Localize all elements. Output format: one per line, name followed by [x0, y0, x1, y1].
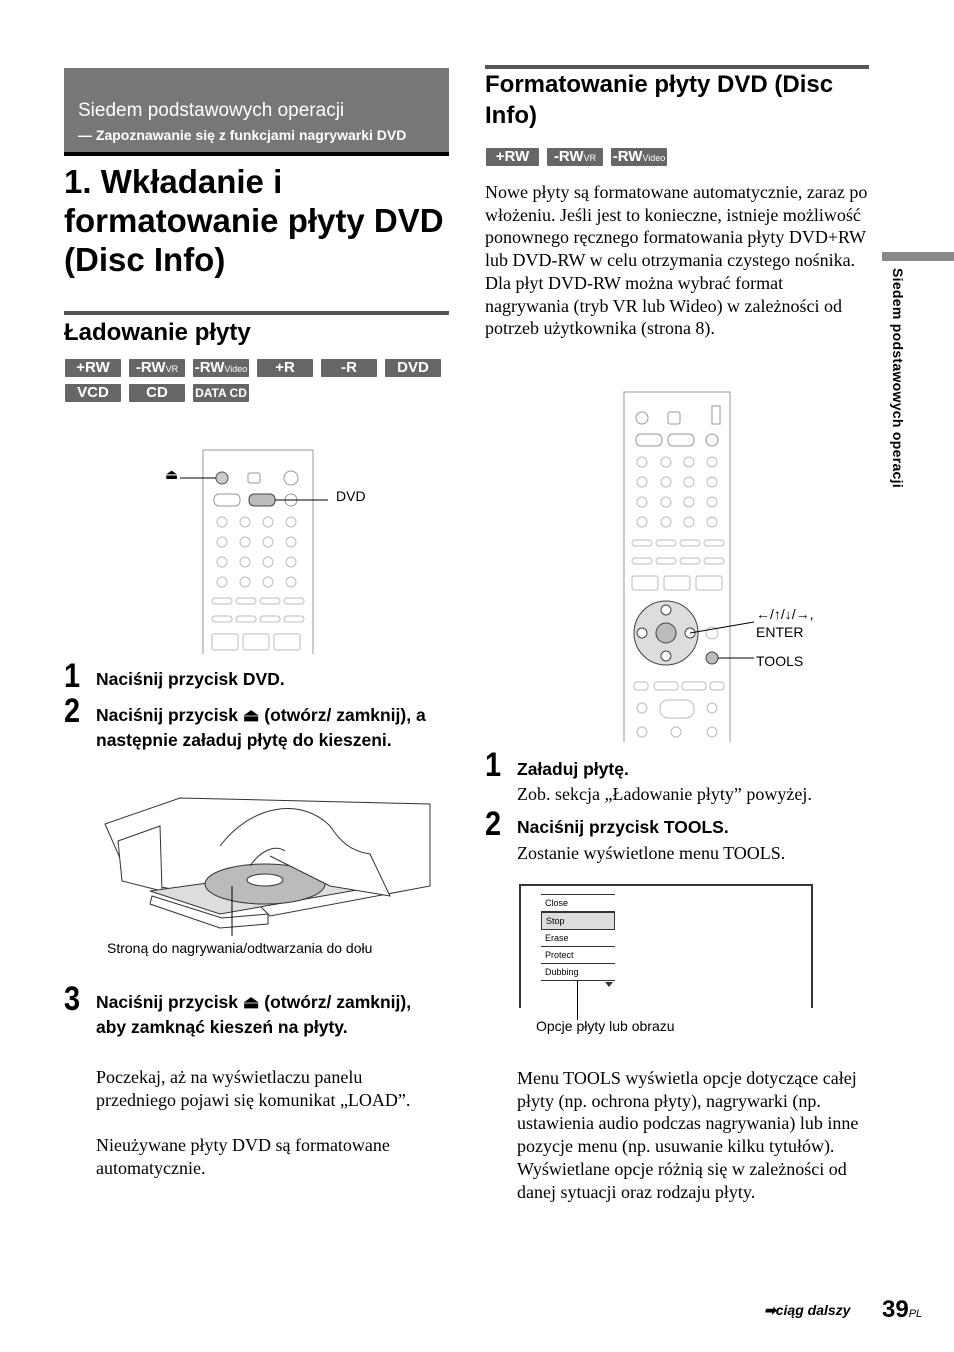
remote-illustration-left [160, 448, 360, 654]
continued-note: ➡ciąg dalszy [764, 1302, 851, 1318]
badge-rw-video: -RWVideo [194, 359, 248, 376]
remote-illustration-right [620, 390, 850, 742]
loading-heading: Ładowanie płyty [64, 319, 251, 346]
right-step-1-text: Załaduj płytę. [517, 759, 629, 779]
disc-type-badges [65, 359, 445, 402]
format-disc-badges [486, 148, 786, 166]
menu-item-close[interactable]: Close [541, 895, 615, 912]
right-step-1-number: 1 [485, 746, 502, 784]
menu-item-erase[interactable]: Erase [541, 930, 615, 947]
right-step-2-body: Zostanie wyświetlone menu TOOLS. [517, 843, 786, 863]
menu-item-stop[interactable]: Stop [541, 912, 615, 930]
badge-r: -R [321, 359, 377, 377]
step-1-number: 1 [64, 657, 81, 695]
page-title: 1. Wkładanie i formatowanie płyty DVD (Disc Info) [64, 163, 444, 278]
badge-dvd: DVD [385, 359, 441, 377]
eject-icon: ⏏ [165, 466, 179, 482]
right-step-1-body: Zob. sekcja „Ładowanie płyty” powyżej. [517, 784, 812, 804]
enter-label: ENTER [756, 624, 804, 640]
badge-rw-video: -RWVideo [612, 148, 666, 165]
badge-rw-vr: -RWVR [547, 148, 603, 166]
tools-menu-list [541, 894, 615, 981]
right-step-2-text: Naciśnij przycisk TOOLS. [517, 817, 729, 837]
section-header [64, 68, 449, 156]
badge-rw-vr: -RWVR [129, 359, 185, 377]
page-number: 39PL [882, 1296, 923, 1323]
side-tab-bar [882, 252, 954, 261]
badge-plus-rw: +RW [65, 359, 121, 377]
step-3-body-2: Nieużywane płyty DVD są formatowane automatycznie. [96, 1135, 390, 1178]
section-title: Siedem podstawowych operacji [78, 100, 345, 121]
badge-vcd: VCD [65, 384, 121, 402]
tools-menu-screen [519, 884, 813, 1008]
step-2-number: 2 [64, 692, 81, 730]
side-tab-label: Siedem podstawowych operacji [890, 268, 906, 489]
tools-label: TOOLS [756, 653, 804, 669]
badge-plus-r: +R [257, 359, 313, 377]
heading-rule [64, 311, 449, 315]
badge-plus-rw: +RW [486, 148, 539, 166]
disc-insertion-illustration [100, 796, 440, 936]
formatting-intro: Nowe płyty są formatowane automatycznie, zaraz po włożeniu. Jeśli jest to konieczne, istnieje możliwość ponownego ręcznego formatowania płyty DVD+RW lub DVD-RW w celu otrzymania czystego nośnika. Dla płyt DVD-RW można wybrać format nagrywania (tryb VR lub Wideo) w zależności od potrzeb użytkownika (strona 8). [485, 182, 868, 339]
formatting-heading: Formatowanie płyty DVD (Disc Info) [485, 71, 834, 129]
badge-data-cd: DATA CD [193, 384, 249, 402]
step-3-body-1: Poczekaj, aż na wyświetlaczu panelu przedniego pojawi się komunikat „LOAD”. [96, 1067, 411, 1110]
disc-side-caption: Stroną do nagrywania/odtwarzania do dołu [107, 940, 373, 956]
menu-item-protect[interactable]: Protect [541, 947, 615, 964]
arrow-right-icon: ➡ [764, 1302, 776, 1318]
tools-description: Menu TOOLS wyświetla opcje dotyczące całej płyty (np. ochrona płyty), nagrywarki (np. ustawienia audio podczas nagrywania) lub inne pozycje menu (np. usuwanie kilku tytułów). Wyświetlane opcje różnią się w zależności od danej sytuacji oraz rodzaju płyty. [517, 1068, 859, 1202]
step-1-text: Naciśnij przycisk DVD. [96, 669, 285, 689]
badge-cd: CD [129, 384, 185, 402]
menu-item-dubbing[interactable]: Dubbing [541, 964, 615, 981]
scroll-down-icon [605, 982, 613, 987]
step-2-text: Naciśnij przycisk ⏏ (otwórz/ zamknij), a następnie załaduj płytę do kieszeni. [96, 705, 426, 750]
menu-pointer-line [577, 980, 578, 1020]
menu-caption: Opcje płyty lub obrazu [536, 1018, 675, 1034]
step-3-text: Naciśnij przycisk ⏏ (otwórz/ zamknij), aby zamknąć kieszeń na płyty. [96, 992, 412, 1037]
right-step-2-number: 2 [485, 805, 502, 843]
arrow-keys-label: ←/↑/↓/→, [756, 606, 814, 622]
section-subtitle: — Zapoznawanie się z funkcjami nagrywarki DVD [78, 127, 407, 143]
step-3-number: 3 [64, 980, 81, 1018]
dvd-label: DVD [336, 488, 366, 504]
